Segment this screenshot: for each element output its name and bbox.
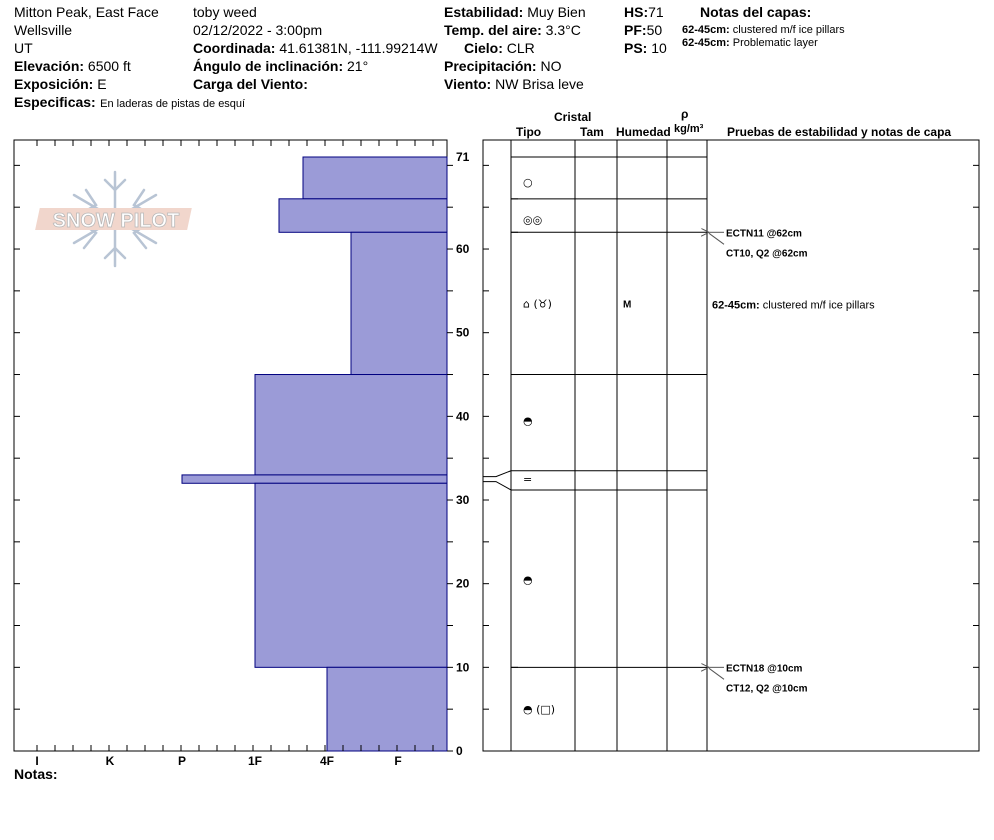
observer-name: toby weed xyxy=(193,4,257,20)
elevation-value: 6500 ft xyxy=(87,58,131,74)
logo-text: SNOW PILOT xyxy=(52,210,180,232)
slope-label: Ángulo de inclinación: xyxy=(193,58,344,74)
crystal-header: Cristal xyxy=(554,110,592,124)
aspect-label: Exposición: xyxy=(14,76,94,92)
depth-label: 20 xyxy=(456,576,470,591)
density-unit-header: kg/m³ xyxy=(674,123,704,135)
crystal-type: = xyxy=(523,473,533,487)
layer-note-depth: 62-45cm: xyxy=(682,37,730,49)
air-temp-label: Temp. del aire: xyxy=(444,22,542,38)
pf-label: PF: xyxy=(624,22,647,38)
depth-label: 50 xyxy=(456,325,470,340)
hardness-label: F xyxy=(394,754,402,768)
hardness-axis-labels xyxy=(35,754,401,768)
sky-label: Cielo: xyxy=(464,40,503,56)
test-result: ECTN11 @62cm xyxy=(726,228,802,240)
hs-label: HS: xyxy=(624,4,649,20)
moisture-header: Humedad xyxy=(616,125,671,139)
air-temp-value: 3.3°C xyxy=(545,22,581,38)
slope-value: 21° xyxy=(347,58,369,74)
location-name: Mitton Peak, East Face xyxy=(14,4,159,20)
rho-header: ρ xyxy=(681,107,689,121)
depth-label: 40 xyxy=(456,409,470,424)
hardness-bar xyxy=(303,157,447,199)
crystal-type: ◓ (□) xyxy=(523,703,556,717)
depth-label: 10 xyxy=(456,660,470,675)
layer-connector xyxy=(483,482,511,490)
aspect-value: E xyxy=(97,76,107,92)
ps-label: PS: xyxy=(624,40,648,56)
stability-value: Muy Bien xyxy=(527,4,586,20)
hardness-label: I xyxy=(35,754,39,768)
test-result: CT10, Q2 @62cm xyxy=(726,248,808,260)
crystal-type: ◓ xyxy=(523,573,533,587)
layer-connector xyxy=(483,471,511,477)
crystal-type: ⌂ (♉) xyxy=(523,297,552,311)
observation-datetime: 02/12/2022 - 3:00pm xyxy=(193,22,323,38)
depth-axis-labels xyxy=(456,150,470,758)
depth-label: 71 xyxy=(456,150,470,164)
layer-notes-title: Notas del capas: xyxy=(700,4,812,20)
layer-comment xyxy=(712,300,875,312)
sky-value: CLR xyxy=(506,40,535,56)
test-arrow-leader xyxy=(709,233,724,244)
hardness-bar xyxy=(255,483,447,667)
layer-note-text: Problematic layer xyxy=(732,37,818,49)
stability-tests xyxy=(709,228,808,694)
size-header: Tam xyxy=(580,125,604,139)
hardness-bar xyxy=(182,475,447,483)
hardness-bar xyxy=(327,667,447,751)
crystal-rows xyxy=(523,176,631,716)
hardness-bars xyxy=(182,157,447,751)
stability-label: Estabilidad: xyxy=(444,4,524,20)
coord-value: 41.61381N, -111.99214W xyxy=(279,40,438,56)
precip-value: NO xyxy=(540,58,562,74)
layer-note-depth: 62-45cm: xyxy=(682,24,730,36)
depth-label: 0 xyxy=(456,744,463,758)
depth-label: 60 xyxy=(456,242,470,257)
hs-value: 71 xyxy=(648,4,664,20)
elevation-label: Elevación: xyxy=(14,58,85,74)
state-name: UT xyxy=(14,40,33,56)
coord-label: Coordinada: xyxy=(193,40,276,56)
hardness-label: K xyxy=(105,754,115,768)
crystal-moisture: M xyxy=(623,299,632,311)
layer-comment-text: 62-45cm: clustered m/f ice pillars xyxy=(712,299,875,312)
hardness-bar xyxy=(255,375,447,475)
wind-label: Viento: xyxy=(444,76,492,92)
hardness-bar xyxy=(279,199,447,232)
snowpilot-logo xyxy=(35,172,192,266)
hardness-label: 4F xyxy=(319,754,335,768)
hardness-bar xyxy=(351,232,447,374)
crystal-type: ◎◎ xyxy=(523,213,543,227)
crystal-type: ○ xyxy=(523,176,533,190)
crystal-type: ◓ xyxy=(523,414,533,428)
tests-header: Pruebas de estabilidad y notas de capa xyxy=(727,125,952,139)
test-result: ECTN18 @10cm xyxy=(726,663,803,675)
hardness-label: P xyxy=(177,754,187,768)
town-name: Wellsville xyxy=(14,22,73,38)
ps-value: 10 xyxy=(651,40,667,56)
type-header: Tipo xyxy=(516,125,542,139)
hardness-label: 1F xyxy=(247,754,263,768)
depth-label: 30 xyxy=(456,493,470,508)
specifics-value: En laderas de pistas de esquí xyxy=(100,98,246,110)
layer-boundaries xyxy=(483,157,707,667)
pf-value: 50 xyxy=(646,22,663,38)
wind-loading-label: Carga del Viento: xyxy=(193,76,308,92)
test-result: CT12, Q2 @10cm xyxy=(726,683,808,695)
test-arrow-leader xyxy=(709,668,724,679)
layer-note-text: clustered m/f ice pillars xyxy=(732,24,845,36)
notes-label: Notas: xyxy=(14,766,58,782)
specifics-label: Especificas: xyxy=(14,94,96,110)
wind-value: NW Brisa leve xyxy=(495,76,584,92)
precip-label: Precipitación: xyxy=(444,58,537,74)
